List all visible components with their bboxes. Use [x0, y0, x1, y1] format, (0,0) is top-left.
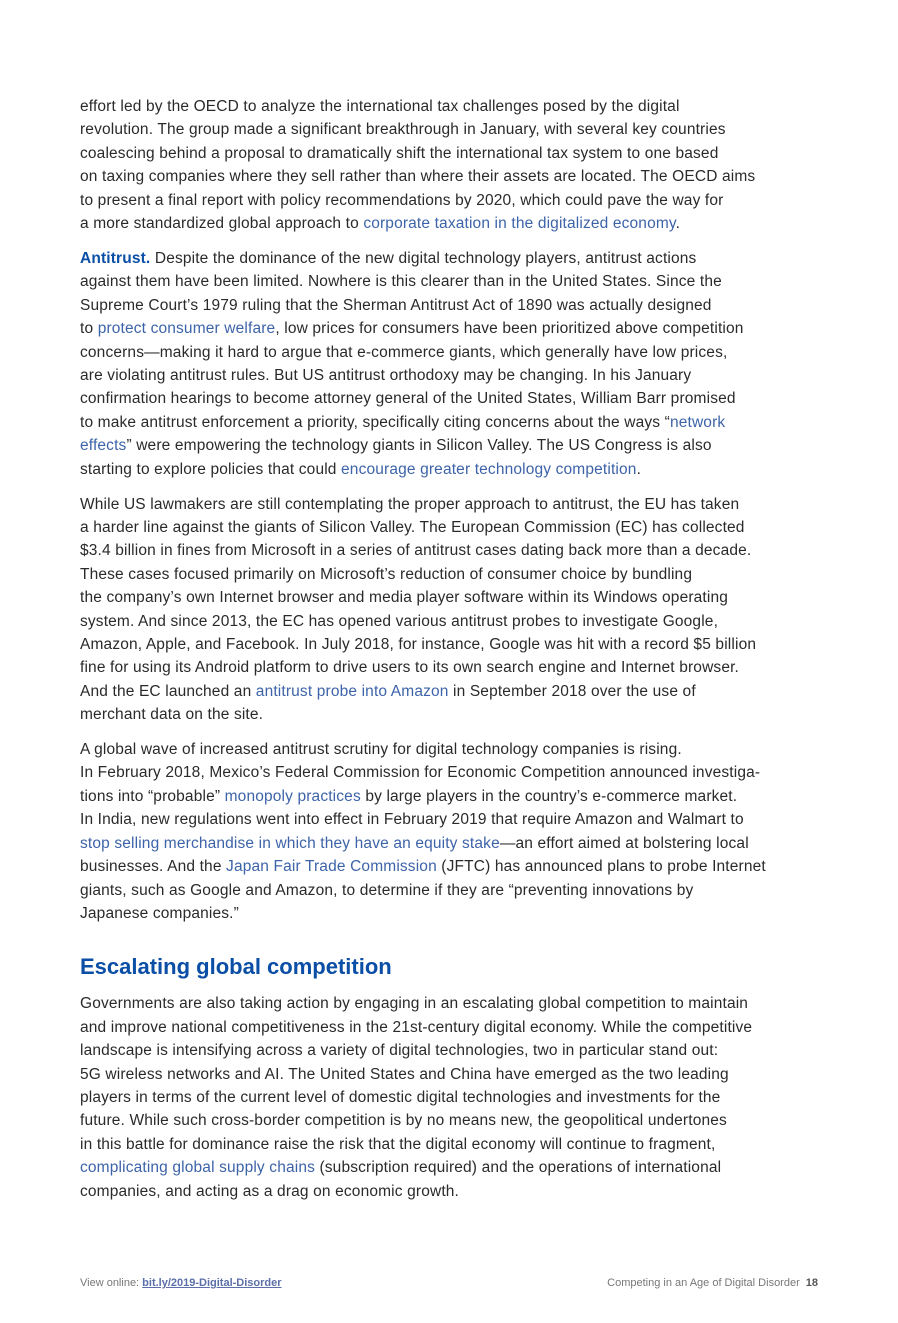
paragraph [80, 992, 840, 1203]
paragraph-text: in September 2018 over the use of merchant data on the site. [80, 682, 696, 724]
paragraph-text: Despite the dominance of the new digital technology players, antitrust actions against them have been limited. Nowhere is this clearer than in the United States. Since the Supreme Court’s 1979 ruling that the Sherman Antitrust Act of 1890 was actually designed to [80, 249, 722, 338]
inline-link[interactable]: Japan Fair Trade Commission [226, 858, 437, 876]
paragraph-text: , low prices for consumers have been prioritized above competition concerns—making it hard to argue that e-commerce giants, which generally have low prices, are violating antitrust rules. But US antitrust orthodoxy may be changing. In his January confirmation hearings to become attorney general of the United States, William Barr promised to make antitrust enforcement a priority, specifically citing concerns about the ways “ [80, 320, 744, 431]
paragraph [80, 738, 840, 925]
paragraph-text: Governments are also taking action by engaging in an escalating global competition to maintain and improve national competitiveness in the 21st-century digital economy. While the competitive landscape is intensifying across a variety of digital technologies, two in particular stand out: 5G wireless networks and AI. The United States and China have emerged as the two leading players in terms of the current level of domestic digital technologies and investments for the future. While such cross-border competition is by no means new, the geopolitical undertones in this battle for dominance raise the risk that the digital economy will continue to fragment, [80, 995, 753, 1153]
paragraph-text: (JFTC) has announced plans to probe Internet giants, such as Google and Amazon, to determine if they are “preventing innovations by Japanese companies.” [80, 858, 766, 922]
section-bottom [80, 992, 840, 1203]
inline-link[interactable]: corporate taxation in the digitalized economy [363, 215, 676, 233]
paragraph [80, 247, 840, 481]
page-footer [80, 1277, 818, 1289]
run-in-heading: Antitrust. [80, 249, 151, 267]
inline-link[interactable]: stop selling merchandise in which they have an equity stake [80, 834, 500, 852]
footer-title: Competing in an Age of Digital Disorder [607, 1277, 800, 1289]
paragraph-text: effort led by the OECD to analyze the international tax challenges posed by the digital revolution. The group made a significant breakthrough in January, with several key countries coalescing behind a proposal to dramatically shift the international tax system to one based on taxing companies where they sell rather than where their assets are located. The OECD aims to present a final report with policy recommendations by 2020, which could pave the way for a more standardized global approach to [80, 98, 756, 233]
page-number: 18 [805, 1277, 818, 1289]
paragraph-text: While US lawmakers are still contemplating the proper approach to antitrust, the EU has taken a harder line against the giants of Silicon Valley. The European Commission (EC) has collected $3.4 billion in fines from Microsoft in a series of antitrust cases dating back more than a decade. These cases focused primarily on Microsoft’s reduction of consumer choice by bundling the company’s own Internet browser and media player software within its Windows operating system. And since 2013, the EC has opened various antitrust probes to investigate Google, Amazon, Apple, and Facebook. In July 2018, for instance, Google was hit with a record $5 billion fine for using its Android platform to drive users to its own search engine and Internet browser. And the EC launched an [80, 495, 757, 700]
inline-link[interactable]: monopoly practices [224, 787, 361, 805]
inline-link[interactable]: network effects [80, 413, 726, 455]
footer-right [607, 1277, 818, 1289]
footer-view-online [80, 1277, 282, 1289]
paragraph-text: . [675, 215, 681, 233]
inline-link[interactable]: antitrust probe into Amazon [255, 682, 449, 700]
section-top [80, 95, 840, 925]
document-body [80, 95, 840, 1214]
footer-view-online-label: View online: [80, 1277, 143, 1289]
paragraph-text: (subscription required) and the operations of international companies, and acting as a drag on economic growth. [80, 1159, 722, 1200]
footer-link[interactable]: bit.ly/2019-Digital-Disorder [142, 1277, 282, 1289]
paragraph-text: ” were empowering the technology giants in Silicon Valley. The US Congress is also starting to explore policies that could [80, 437, 712, 478]
inline-link[interactable]: complicating global supply chains [80, 1159, 315, 1177]
paragraph-text: by large players in the country’s e-commerce market. In India, new regulations went into effect in February 2019 that require Amazon and Walmart to [80, 787, 744, 829]
paragraph [80, 493, 840, 727]
paragraph [80, 95, 840, 235]
paragraph-text: . [636, 460, 642, 478]
inline-link[interactable]: protect consumer welfare [97, 320, 276, 338]
paragraph-text: A global wave of increased antitrust scrutiny for digital technology companies is rising. In February 2018, Mexico’s Federal Commission for Economic Competition announced investiga- tions into “probable” [80, 741, 761, 805]
paragraph-text: —an effort aimed at bolstering local businesses. And the [80, 834, 749, 876]
section-heading: Escalating global competition [80, 954, 392, 980]
inline-link[interactable]: encourage greater technology competition [341, 460, 637, 478]
